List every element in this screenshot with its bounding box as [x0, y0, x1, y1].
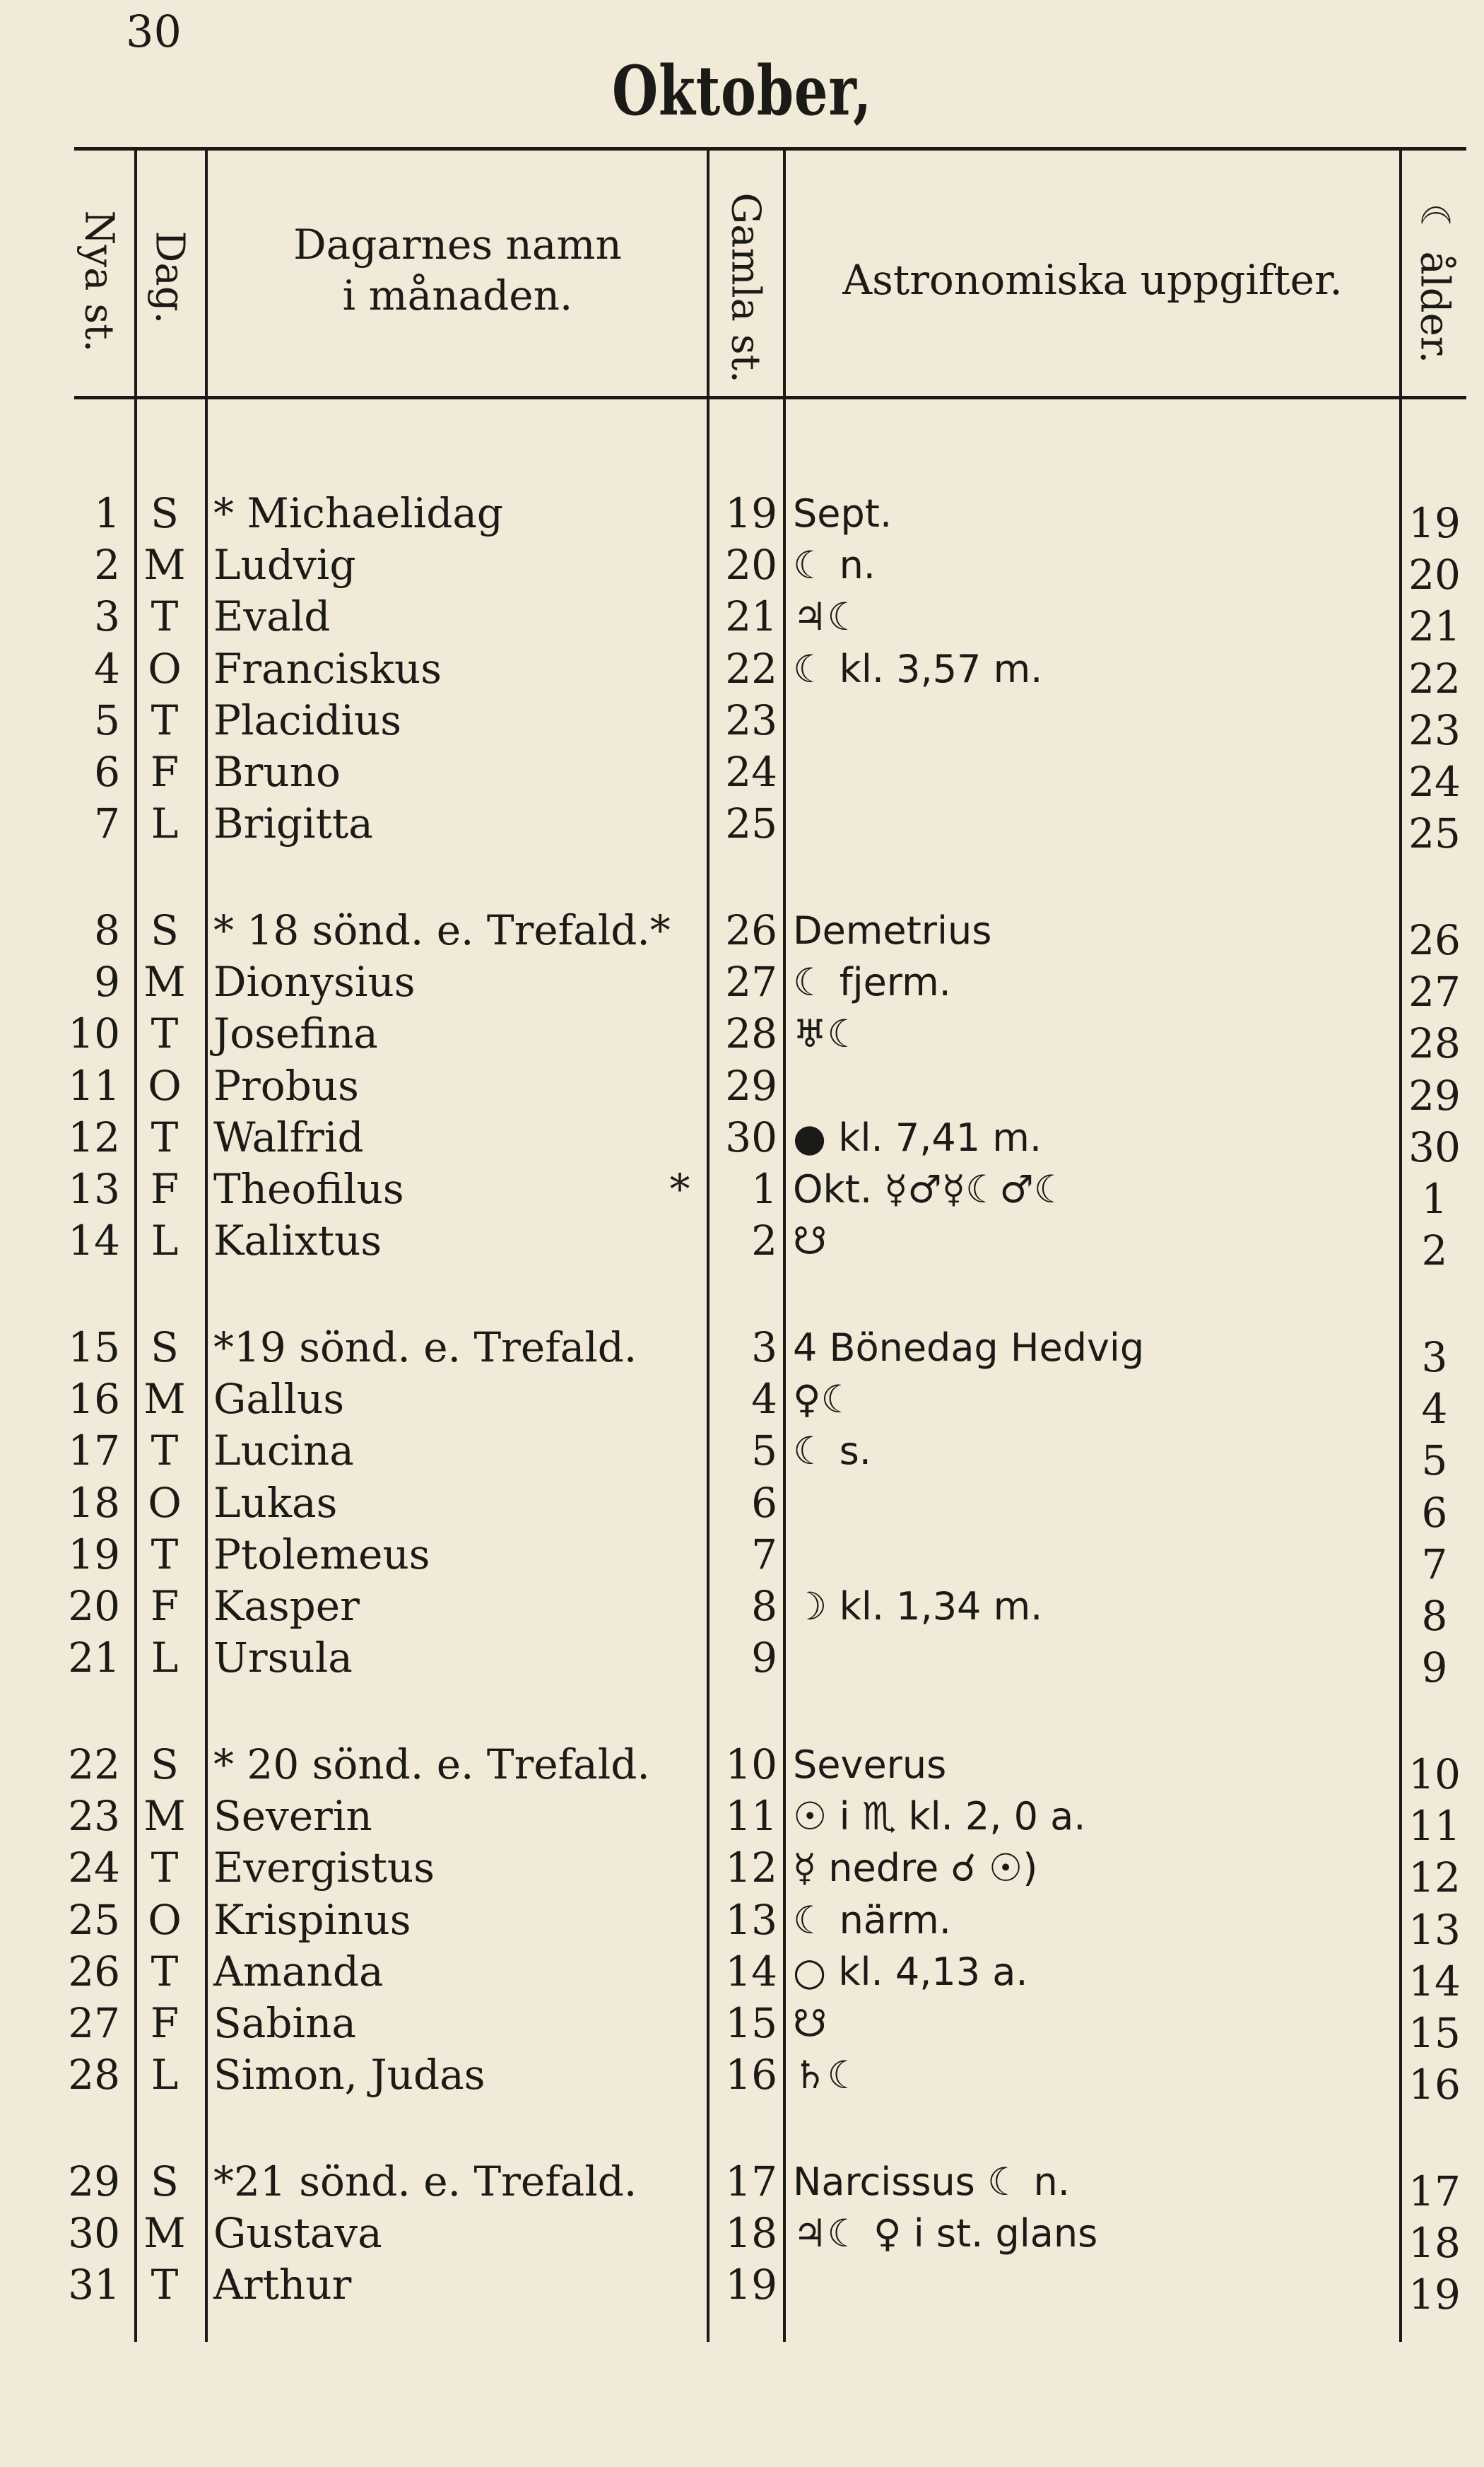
moon-age-cell: 16 [1408, 2061, 1461, 2109]
day-letter-cell: O [148, 1478, 182, 1527]
header-dag: Dag. [146, 230, 193, 324]
gamla-st-cell: 18 [725, 2209, 777, 2258]
gamla-st-cell: 5 [751, 1426, 777, 1475]
day-letter-cell: T [151, 592, 179, 641]
gamla-st-cell: 13 [725, 1895, 777, 1944]
gamla-st-cell: 30 [725, 1113, 777, 1161]
gamla-st-cell: 28 [725, 1009, 777, 1058]
table-row [0, 1373, 1484, 1434]
astronomical-cell: ♃☾ [793, 594, 861, 640]
gamla-st-cell: 25 [725, 799, 777, 848]
gamla-st-cell: 1 [751, 1165, 777, 1213]
table-row [0, 488, 1484, 547]
table-row [0, 1215, 1484, 1275]
moon-age-cell: 21 [1408, 602, 1461, 651]
gamla-st-cell: 27 [725, 958, 777, 1007]
astronomical-cell: ● kl. 7,41 m. [793, 1115, 1042, 1160]
day-name-cell: Walfrid [213, 1113, 364, 1161]
moon-age-cell: 13 [1408, 1905, 1461, 1954]
table-row [0, 1112, 1484, 1171]
table-row [0, 1946, 1484, 2005]
moon-age-cell: 27 [1408, 968, 1461, 1016]
astronomical-cell: Okt. ☿♂☿☾♂☾ [793, 1167, 1068, 1212]
gamla-st-cell: 8 [751, 1582, 777, 1630]
nya-st-cell: 18 [68, 1478, 120, 1527]
gamla-st-cell: 19 [725, 489, 777, 537]
moon-age-cell: 11 [1408, 1802, 1461, 1851]
day-letter-cell: S [151, 2157, 179, 2205]
moon-age-cell: 6 [1421, 1488, 1448, 1537]
table-row [0, 956, 1484, 1016]
table-row [0, 1477, 1484, 1537]
gamla-st-cell: 2 [751, 1217, 777, 1265]
nya-st-cell: 25 [68, 1895, 120, 1944]
astronomical-cell: ☋ [793, 1219, 827, 1264]
nya-st-cell: 6 [94, 748, 120, 796]
header-bottom-rule [74, 396, 1466, 399]
day-name-cell: Gallus [213, 1375, 345, 1424]
table-row [0, 905, 1484, 964]
day-letter-cell: S [151, 1323, 179, 1371]
table-row [0, 2049, 1484, 2109]
header-top-rule [74, 147, 1466, 151]
day-name-cell: Theofilus [213, 1165, 404, 1213]
gamla-st-cell: 9 [751, 1634, 777, 1682]
day-name-cell: Ursula [213, 1634, 353, 1682]
day-name-cell: Amanda [213, 1947, 384, 1996]
nya-st-cell: 28 [68, 2051, 120, 2099]
day-name-cell: * Michaelidag [213, 489, 504, 537]
table-row [0, 1008, 1484, 1068]
day-letter-cell: M [143, 1375, 186, 1424]
day-name-cell: Ludvig [213, 541, 356, 590]
moon-age-cell: 9 [1421, 1643, 1448, 1692]
day-name-cell: *19 sönd. e. Trefald. [213, 1323, 637, 1371]
header-astronomiska: Astronomiska uppgifter. [842, 256, 1343, 304]
gamla-st-cell: 7 [751, 1530, 777, 1578]
day-name-cell: Placidius [213, 696, 401, 744]
nya-st-cell: 8 [94, 906, 120, 954]
nya-st-cell: 11 [68, 1061, 120, 1110]
nya-st-cell: 24 [68, 1844, 120, 1892]
table-row [0, 2208, 1484, 2268]
nya-st-cell: 12 [68, 1113, 120, 1161]
table-row [0, 798, 1484, 858]
moon-age-cell: 24 [1408, 758, 1461, 806]
astronomical-cell: ♄☾ [793, 2053, 861, 2098]
table-row [0, 643, 1484, 703]
nya-st-cell: 20 [68, 1582, 120, 1630]
day-name-cell: Krispinus [213, 1895, 411, 1944]
astronomical-cell: ♀☾ [793, 1377, 855, 1422]
moon-age-cell: 18 [1408, 2219, 1461, 2268]
astronomical-cell: ☾ n. [793, 543, 876, 588]
moon-age-cell: 5 [1421, 1436, 1448, 1485]
nya-st-cell: 13 [68, 1165, 120, 1213]
month-title: Oktober, [612, 51, 872, 131]
day-letter-cell: M [143, 2209, 186, 2258]
moon-age-cell: 20 [1408, 551, 1461, 599]
table-row [0, 695, 1484, 754]
moon-age-cell: 15 [1408, 2009, 1461, 2057]
moon-age-cell: 30 [1408, 1123, 1461, 1171]
gamla-st-cell: 10 [725, 1740, 777, 1788]
day-letter-cell: F [150, 1165, 179, 1213]
nya-st-cell: 7 [94, 799, 120, 848]
astronomical-cell: ☾ kl. 3,57 m. [793, 646, 1043, 691]
nya-st-cell: 17 [68, 1426, 120, 1475]
table-row [0, 1322, 1484, 1381]
header-nya-st: Nya st. [76, 210, 122, 353]
table-row [0, 1581, 1484, 1640]
astronomical-cell: ☾ fjerm. [793, 960, 951, 1005]
day-letter-cell: S [151, 906, 179, 954]
nya-st-cell: 15 [68, 1323, 120, 1371]
header-name-line1: Dagarnes namn [293, 221, 622, 269]
astronomical-cell: ☾ s. [793, 1429, 871, 1474]
day-name-cell: Lucina [213, 1426, 354, 1475]
moon-age-cell: 29 [1408, 1071, 1461, 1120]
star-mark-cell: * [669, 1165, 690, 1213]
gamla-st-cell: 22 [725, 644, 777, 693]
moon-age-cell: 4 [1421, 1385, 1448, 1434]
moon-age-cell: 17 [1408, 2167, 1461, 2215]
header-gamla-st: Gamla st. [722, 192, 769, 383]
astronomical-cell: ☋ [793, 2001, 827, 2046]
day-letter-cell: T [151, 1426, 179, 1475]
gamla-st-cell: 6 [751, 1478, 777, 1527]
gamla-st-cell: 11 [725, 1792, 777, 1841]
moon-age-cell: 3 [1421, 1333, 1448, 1381]
gamla-st-cell: 21 [725, 592, 777, 641]
day-name-cell: Evergistus [213, 1844, 435, 1892]
day-letter-cell: L [151, 2051, 179, 2099]
gamla-st-cell: 29 [725, 1061, 777, 1110]
day-letter-cell: L [151, 1634, 179, 1682]
day-name-cell: Severin [213, 1792, 372, 1841]
day-name-cell: Evald [213, 592, 331, 641]
nya-st-cell: 31 [68, 2261, 120, 2309]
day-name-cell: Kasper [213, 1582, 360, 1630]
gamla-st-cell: 4 [751, 1375, 777, 1424]
nya-st-cell: 27 [68, 1999, 120, 2047]
day-letter-cell: L [151, 1217, 179, 1265]
astronomical-cell: Severus [793, 1742, 947, 1787]
header-name-line2: i månaden. [342, 271, 573, 320]
day-letter-cell: T [151, 1113, 179, 1161]
day-name-cell: * 18 sönd. e. Trefald.* [213, 906, 671, 954]
nya-st-cell: 30 [68, 2209, 120, 2258]
day-name-cell: Simon, Judas [213, 2051, 485, 2099]
astronomical-cell: 4 Bönedag Hedvig [793, 1325, 1145, 1370]
table-row [0, 746, 1484, 806]
astronomical-cell: Demetrius [793, 908, 992, 953]
gamla-st-cell: 20 [725, 541, 777, 590]
day-name-cell: Sabina [213, 1999, 356, 2047]
gamla-st-cell: 16 [725, 2051, 777, 2099]
day-letter-cell: M [143, 1792, 186, 1841]
nya-st-cell: 2 [94, 541, 120, 590]
day-name-cell: Dionysius [213, 958, 416, 1007]
day-letter-cell: T [151, 1844, 179, 1892]
moon-age-cell: 2 [1421, 1226, 1448, 1275]
table-row [0, 1894, 1484, 1954]
nya-st-cell: 21 [68, 1634, 120, 1682]
day-letter-cell: M [143, 541, 186, 590]
nya-st-cell: 4 [94, 644, 120, 693]
table-row [0, 1998, 1484, 2057]
gamla-st-cell: 14 [725, 1947, 777, 1996]
day-letter-cell: F [150, 748, 179, 796]
day-letter-cell: L [151, 799, 179, 848]
table-row [0, 2259, 1484, 2319]
day-letter-cell: O [148, 1895, 182, 1944]
table-row [0, 1060, 1484, 1120]
page-number: 30 [126, 6, 182, 57]
astronomical-cell: ☉ i ♏ kl. 2, 0 a. [793, 1794, 1086, 1839]
astronomical-cell: ☾ närm. [793, 1897, 951, 1942]
day-name-cell: Brigitta [213, 799, 373, 848]
astronomical-cell: Sept. [793, 491, 893, 536]
moon-age-cell: 7 [1421, 1540, 1448, 1588]
day-letter-cell: O [148, 1061, 182, 1110]
day-letter-cell: F [150, 1582, 179, 1630]
nya-st-cell: 9 [94, 958, 120, 1007]
moon-age-cell: 28 [1408, 1019, 1461, 1068]
moon-age-cell: 25 [1408, 809, 1461, 858]
table-row [0, 1632, 1484, 1692]
nya-st-cell: 14 [68, 1217, 120, 1265]
nya-st-cell: 5 [94, 696, 120, 744]
day-name-cell: Bruno [213, 748, 341, 796]
day-name-cell: Arthur [213, 2261, 352, 2309]
table-row [0, 1164, 1484, 1223]
moon-age-cell: 26 [1408, 916, 1461, 964]
day-name-cell: Gustava [213, 2209, 382, 2258]
table-row [0, 1425, 1484, 1485]
astronomical-cell: ☽ kl. 1,34 m. [793, 1584, 1043, 1629]
day-letter-cell: O [148, 644, 182, 693]
gamla-st-cell: 17 [725, 2157, 777, 2205]
moon-age-cell: 22 [1408, 654, 1461, 703]
astronomical-cell: ☿ nedre ☌ ☉) [793, 1846, 1038, 1891]
day-name-cell: Kalixtus [213, 1217, 382, 1265]
day-letter-cell: F [150, 1999, 179, 2047]
astronomical-cell: ♃☾ ♀ i st. glans [793, 2211, 1098, 2256]
gamla-st-cell: 3 [751, 1323, 777, 1371]
nya-st-cell: 1 [94, 489, 120, 537]
nya-st-cell: 29 [68, 2157, 120, 2205]
astronomical-cell: ♅☾ [793, 1012, 861, 1057]
astronomical-cell: Narcissus ☾ n. [793, 2160, 1070, 2204]
nya-st-cell: 26 [68, 1947, 120, 1996]
moon-age-cell: 10 [1408, 1750, 1461, 1798]
day-letter-cell: M [143, 958, 186, 1007]
nya-st-cell: 23 [68, 1792, 120, 1841]
day-name-cell: Probus [213, 1061, 359, 1110]
day-name-cell: *21 sönd. e. Trefald. [213, 2157, 637, 2205]
table-row [0, 539, 1484, 599]
moon-age-cell: 19 [1408, 2270, 1461, 2319]
table-row [0, 1842, 1484, 1902]
day-letter-cell: T [151, 696, 179, 744]
nya-st-cell: 19 [68, 1530, 120, 1578]
day-letter-cell: S [151, 1740, 179, 1788]
moon-age-cell: 23 [1408, 705, 1461, 754]
day-letter-cell: T [151, 1530, 179, 1578]
day-name-cell: Lukas [213, 1478, 338, 1527]
gamla-st-cell: 12 [725, 1844, 777, 1892]
table-row [0, 591, 1484, 651]
table-row [0, 1739, 1484, 1798]
day-letter-cell: S [151, 489, 179, 537]
gamla-st-cell: 23 [725, 696, 777, 744]
moon-age-cell: 12 [1408, 1853, 1461, 1902]
day-name-cell: * 20 sönd. e. Trefald. [213, 1740, 650, 1788]
nya-st-cell: 22 [68, 1740, 120, 1788]
day-letter-cell: T [151, 2261, 179, 2309]
nya-st-cell: 16 [68, 1375, 120, 1424]
header-name [208, 219, 707, 321]
day-letter-cell: T [151, 1947, 179, 1996]
moon-age-cell: 14 [1408, 1957, 1461, 2005]
day-name-cell: Ptolemeus [213, 1530, 430, 1578]
header-alder: ☾ ålder. [1411, 203, 1458, 364]
day-name-cell: Josefina [213, 1009, 378, 1058]
table-row [0, 1529, 1484, 1588]
nya-st-cell: 3 [94, 592, 120, 641]
moon-age-cell: 19 [1408, 499, 1461, 547]
gamla-st-cell: 24 [725, 748, 777, 796]
day-letter-cell: T [151, 1009, 179, 1058]
table-row [0, 1791, 1484, 1851]
gamla-st-cell: 19 [725, 2261, 777, 2309]
table-row [0, 2156, 1484, 2215]
moon-age-cell: 1 [1421, 1175, 1448, 1223]
gamla-st-cell: 15 [725, 1999, 777, 2047]
nya-st-cell: 10 [68, 1009, 120, 1058]
astronomical-cell: ○ kl. 4,13 a. [793, 1949, 1028, 1994]
gamla-st-cell: 26 [725, 906, 777, 954]
moon-age-cell: 8 [1421, 1592, 1448, 1640]
day-name-cell: Franciskus [213, 644, 442, 693]
